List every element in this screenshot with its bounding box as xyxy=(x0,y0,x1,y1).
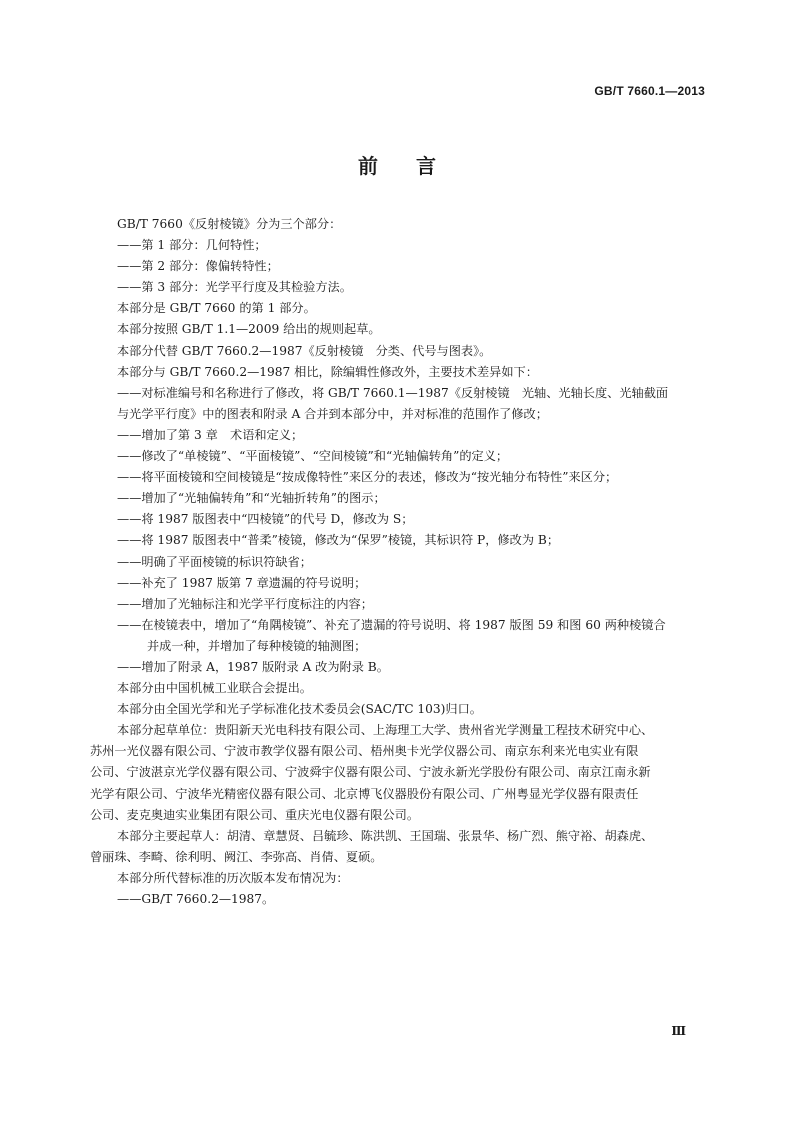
list-item: ——将 1987 版图表中“四棱镜”的代号 D，修改为 S； xyxy=(117,512,414,527)
list-item: ——将 1987 版图表中“普柔”棱镜，修改为“保罗”棱镜，其标识符 P，修改为 B； xyxy=(117,533,560,548)
list-item: ——第 1 部分：几何特性； xyxy=(117,238,267,253)
title-char-1: 前 xyxy=(358,154,378,178)
paragraph-line: 本部分与 GB/T 7660.2—1987 相比，除编辑性修改外，主要技术差异如下： xyxy=(117,364,538,379)
list-item: ——对标准编号和名称进行了修改，将 GB/T 7660.1—1987《反射棱镜 光轴、光轴长度、光轴截面 xyxy=(117,385,669,400)
paragraph-continuation: 公司、麦克奥迪实业集团有限公司、重庆光电仪器有限公司。 xyxy=(90,807,420,822)
paragraph-line: 本部分由中国机械工业联合会提出。 xyxy=(117,681,312,696)
list-item: ——增加了光轴标注和光学平行度标注的内容； xyxy=(117,596,373,611)
paragraph-line: 本部分按照 GB/T 1.1—2009 给出的规则起草。 xyxy=(117,322,381,337)
list-item-continuation: 与光学平行度》中的图表和附录 A 合并到本部分中，并对标准的范围作了修改； xyxy=(117,406,548,421)
list-item: ——GB/T 7660.2—1987。 xyxy=(117,892,275,906)
paragraph-continuation: 苏州一光仪器有限公司、宁波市教学仪器有限公司、梧州奥卡光学仪器公司、南京东利来光电实业有限 xyxy=(90,744,639,759)
paragraph-line: 本部分所代替标准的历次版本发布情况为： xyxy=(117,870,349,885)
list-item: ——增加了“光轴偏转角”和“光轴折转角”的图示； xyxy=(117,491,386,506)
standard-code-header: GB/T 7660.1—2013 xyxy=(594,84,705,98)
list-item: ——增加了附录 A，1987 版附录 A 改为附录 B。 xyxy=(117,659,389,674)
page-number: Ⅲ xyxy=(671,1024,686,1038)
paragraph-line: 本部分是 GB/T 7660 的第 1 部分。 xyxy=(117,301,316,316)
paragraph-line: 本部分起草单位：贵阳新天光电科技有限公司、上海理工大学、贵州省光学测量工程技术研究中心、 xyxy=(117,723,654,738)
paragraph-line: 本部分主要起草人：胡清、章慧贤、吕毓珍、陈洪凯、王国瑞、张景华、杨广烈、熊守裕、胡森虎、 xyxy=(117,828,654,843)
list-item: ——在棱镜表中，增加了“角隅棱镜”、补充了遗漏的符号说明、将 1987 版图 59 和图 60 两种棱镜合 xyxy=(117,617,666,632)
list-item: ——第 2 部分：像偏转特性； xyxy=(117,259,279,274)
list-item: ——明确了平面棱镜的标识符缺省； xyxy=(117,554,312,569)
paragraph-continuation: 光学有限公司、宁波华光精密仪器有限公司、北京博飞仪器股份有限公司、广州粤显光学仪器有限责任 xyxy=(90,786,639,801)
list-item: ——修改了“单棱镜”、“平面棱镜”、“空间棱镜”和“光轴偏转角”的定义； xyxy=(117,449,509,464)
paragraph-continuation: 曾丽珠、李畸、徐利明、阙江、李弥高、肖倩、夏硕。 xyxy=(90,849,383,864)
paragraph-continuation: 公司、宁波湛京光学仪器有限公司、宁波舜宇仪器有限公司、宁波永新光学股份有限公司、南京江南永新 xyxy=(90,765,651,780)
list-item: ——第 3 部分：光学平行度及其检验方法。 xyxy=(117,280,352,295)
title-char-2: 言 xyxy=(416,154,436,178)
list-item-continuation: 并成一种，并增加了每种棱镜的轴测图； xyxy=(147,638,367,653)
paragraph-line: 本部分代替 GB/T 7660.2—1987《反射棱镜 分类、代号与图表》。 xyxy=(117,343,492,358)
list-item: ——增加了第 3 章 术语和定义； xyxy=(117,427,304,442)
page-title xyxy=(0,150,794,179)
list-item: ——将平面棱镜和空间棱镜是“按成像特性”来区分的表述，修改为“按光轴分布特性”来区分； xyxy=(117,470,618,485)
paragraph-line: 本部分由全国光学和光子学标准化技术委员会(SAC/TC 103)归口。 xyxy=(117,702,482,717)
foreword-body xyxy=(90,214,707,910)
list-item: ——补充了 1987 版第 7 章遗漏的符号说明； xyxy=(117,575,367,590)
paragraph-line: GB/T 7660《反射棱镜》分为三个部分： xyxy=(117,217,342,231)
